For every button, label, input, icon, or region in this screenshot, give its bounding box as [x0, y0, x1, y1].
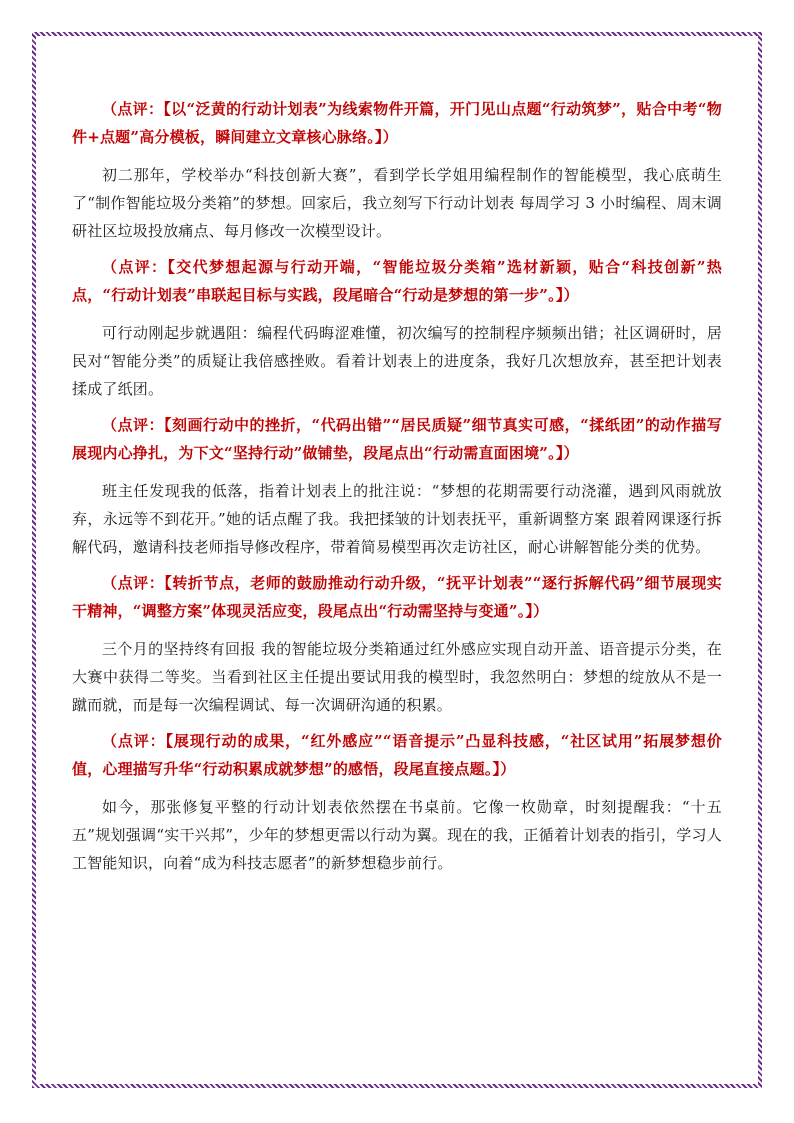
body-paragraph-4: 三个月的坚持终有回报 我的智能垃圾分类箱通过红外感应实现自动开盖、语音提示分类，在大赛中获得二等奖。当看到社区主任提出要试用我的模型时，我忽然明白：梦想的绽放从不是一蹴而就，而是每一次编程调试、每一次调研沟通的积累。 [72, 640, 722, 714]
body-paragraph-3: 班主任发现我的低落，指着计划表上的批注说：“梦想的花期需要行动浇灌，遇到风雨就放弃，永远等不到花开。”她的话点醒了我。我把揉皱的计划表抚平，重新调整方案 跟着网课逐行拆解代码，邀请科技老师指导修改程序，带着简易模型再次走访社区，耐心讲解智能分类的优势。 [72, 482, 722, 556]
comment-paragraph-1: （点评：【以“泛黄的行动计划表”为线索物件开篇，开门见山点题“行动筑梦”，贴合中考“物件+点题”高分模板，瞬间建立文章核心脉络。】） [72, 100, 722, 146]
comment-paragraph-4: （点评：【转折节点，老师的鼓励推动行动升级，“抚平计划表”“逐行拆解代码”细节展现实干精神，“调整方案”体现灵活应变，段尾点出“行动需坚持与变通”。】） [72, 574, 722, 620]
document-content [72, 95, 722, 885]
comment-paragraph-3: （点评：【刻画行动中的挫折，“代码出错”“居民质疑”细节真实可感，“揉纸团”的动作描写展现内心挣扎，为下文“坚持行动”做铺垫，段尾点出“行动需直面困境”。】） [72, 416, 722, 462]
body-paragraph-5: 如今，那张修复平整的行动计划表依然摆在书桌前。它像一枚勋章，时刻提醒我：“十五五”规划强调“实干兴邦”，少年的梦想更需以行动为翼。现在的我，正循着计划表的指引，学习人工智能知识，向着“成为科技志愿者”的新梦想稳步前行。 [72, 798, 722, 872]
body-paragraph-2: 可行动刚起步就遇阻：编程代码晦涩难懂，初次编写的控制程序频频出错；社区调研时，居民对“智能分类”的质疑让我倍感挫败。看着计划表上的进度条，我好几次想放弃，甚至把计划表揉成了纸团。 [72, 324, 722, 398]
comment-paragraph-2: （点评：【交代梦想起源与行动开端，“智能垃圾分类箱”选材新颖，贴合“科技创新”热点，“行动计划表”串联起目标与实践，段尾暗合“行动是梦想的第一步”。】） [72, 258, 722, 304]
body-paragraph-1: 初二那年，学校举办“科技创新大赛”，看到学长学姐用编程制作的智能模型，我心底萌生了“制作智能垃圾分类箱”的梦想。回家后，我立刻写下行动计划表 每周学习 3 小时编程、周末调研社区垃圾投放痛点、每月修改一次模型设计。 [72, 166, 722, 240]
comment-paragraph-5: （点评：【展现行动的成果，“红外感应”“语音提示”凸显科技感，“社区试用”拓展梦想价值，心理描写升华“行动积累成就梦想”的感悟，段尾直接点题。】） [72, 732, 722, 778]
